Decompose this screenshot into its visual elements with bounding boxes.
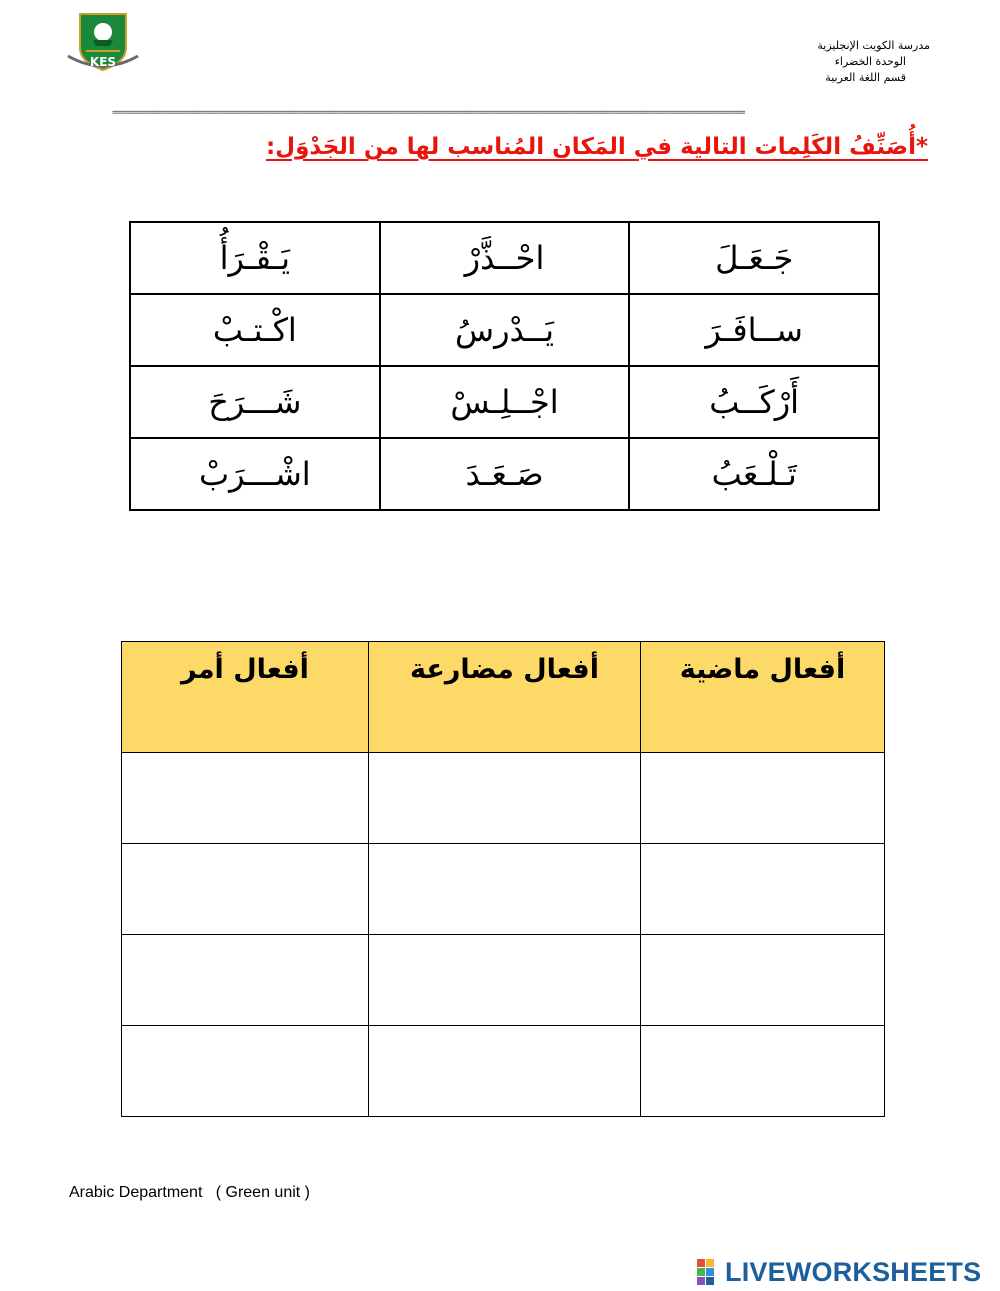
- table-row: [122, 753, 885, 844]
- drop-cell-imperative[interactable]: [122, 844, 369, 935]
- footer-text: Arabic Department ( Green unit ): [69, 1184, 310, 1201]
- table-row: [130, 366, 879, 438]
- school-department: قسم اللغة العربية: [825, 71, 906, 84]
- drop-cell-present[interactable]: [369, 753, 641, 844]
- drop-cell-past[interactable]: [641, 844, 885, 935]
- classification-table: [121, 641, 885, 1117]
- word-cell[interactable]: ســافَـرَ: [629, 294, 879, 366]
- word-cell[interactable]: احْــذَّرْ: [380, 222, 630, 294]
- school-name: مدرسة الكويت الإنجليزية: [817, 39, 930, 52]
- table-row: [130, 222, 879, 294]
- drop-cell-past[interactable]: [641, 935, 885, 1026]
- table-row: [122, 1026, 885, 1117]
- word-bank-table: [129, 221, 880, 511]
- present-verbs-header: أفعال مضارعة: [369, 642, 641, 753]
- word-cell[interactable]: اشْـــرَبْ: [130, 438, 380, 510]
- drop-cell-past[interactable]: [641, 753, 885, 844]
- school-header: [670, 38, 930, 86]
- table-row: [122, 935, 885, 1026]
- school-logo: [66, 10, 140, 76]
- drop-cell-present[interactable]: [369, 935, 641, 1026]
- drop-cell-present[interactable]: [369, 844, 641, 935]
- liveworksheets-brand[interactable]: [697, 1257, 981, 1287]
- past-verbs-header: أفعال ماضية: [641, 642, 885, 753]
- liveworksheets-icon: [697, 1259, 723, 1285]
- table-row: [130, 294, 879, 366]
- drop-cell-imperative[interactable]: [122, 753, 369, 844]
- word-cell[interactable]: تَـلْـعَبُ: [629, 438, 879, 510]
- word-cell[interactable]: جَـعَـلَ: [629, 222, 879, 294]
- word-cell[interactable]: يَـقْـرَأُ: [130, 222, 380, 294]
- logo-text: KES: [89, 55, 117, 69]
- imperative-verbs-header: أفعال أمر: [122, 642, 369, 753]
- word-cell[interactable]: يَــدْرسُ: [380, 294, 630, 366]
- header-row: [122, 642, 885, 753]
- word-cell[interactable]: صَـعَـدَ: [380, 438, 630, 510]
- school-unit: الوحدة الخضراء: [834, 55, 906, 68]
- table-row: [122, 844, 885, 935]
- drop-cell-present[interactable]: [369, 1026, 641, 1117]
- drop-cell-imperative[interactable]: [122, 1026, 369, 1117]
- drop-cell-past[interactable]: [641, 1026, 885, 1117]
- word-cell[interactable]: شَـــرَحَ: [130, 366, 380, 438]
- drop-cell-imperative[interactable]: [122, 935, 369, 1026]
- word-cell[interactable]: اجْــلِـسْ: [380, 366, 630, 438]
- word-cell[interactable]: اكْـتـبْ: [130, 294, 380, 366]
- separator-line: =========================================================================================================================================: [112, 108, 745, 118]
- instruction-heading: *أُصَنِّفُ الكَلِمات التالية في المَكان المُناسب لها من الجَدْوَل:: [265, 134, 928, 160]
- liveworksheets-wordmark: LIVEWORKSHEETS: [725, 1256, 982, 1287]
- table-row: [130, 438, 879, 510]
- word-cell[interactable]: أَرْكَــبُ: [629, 366, 879, 438]
